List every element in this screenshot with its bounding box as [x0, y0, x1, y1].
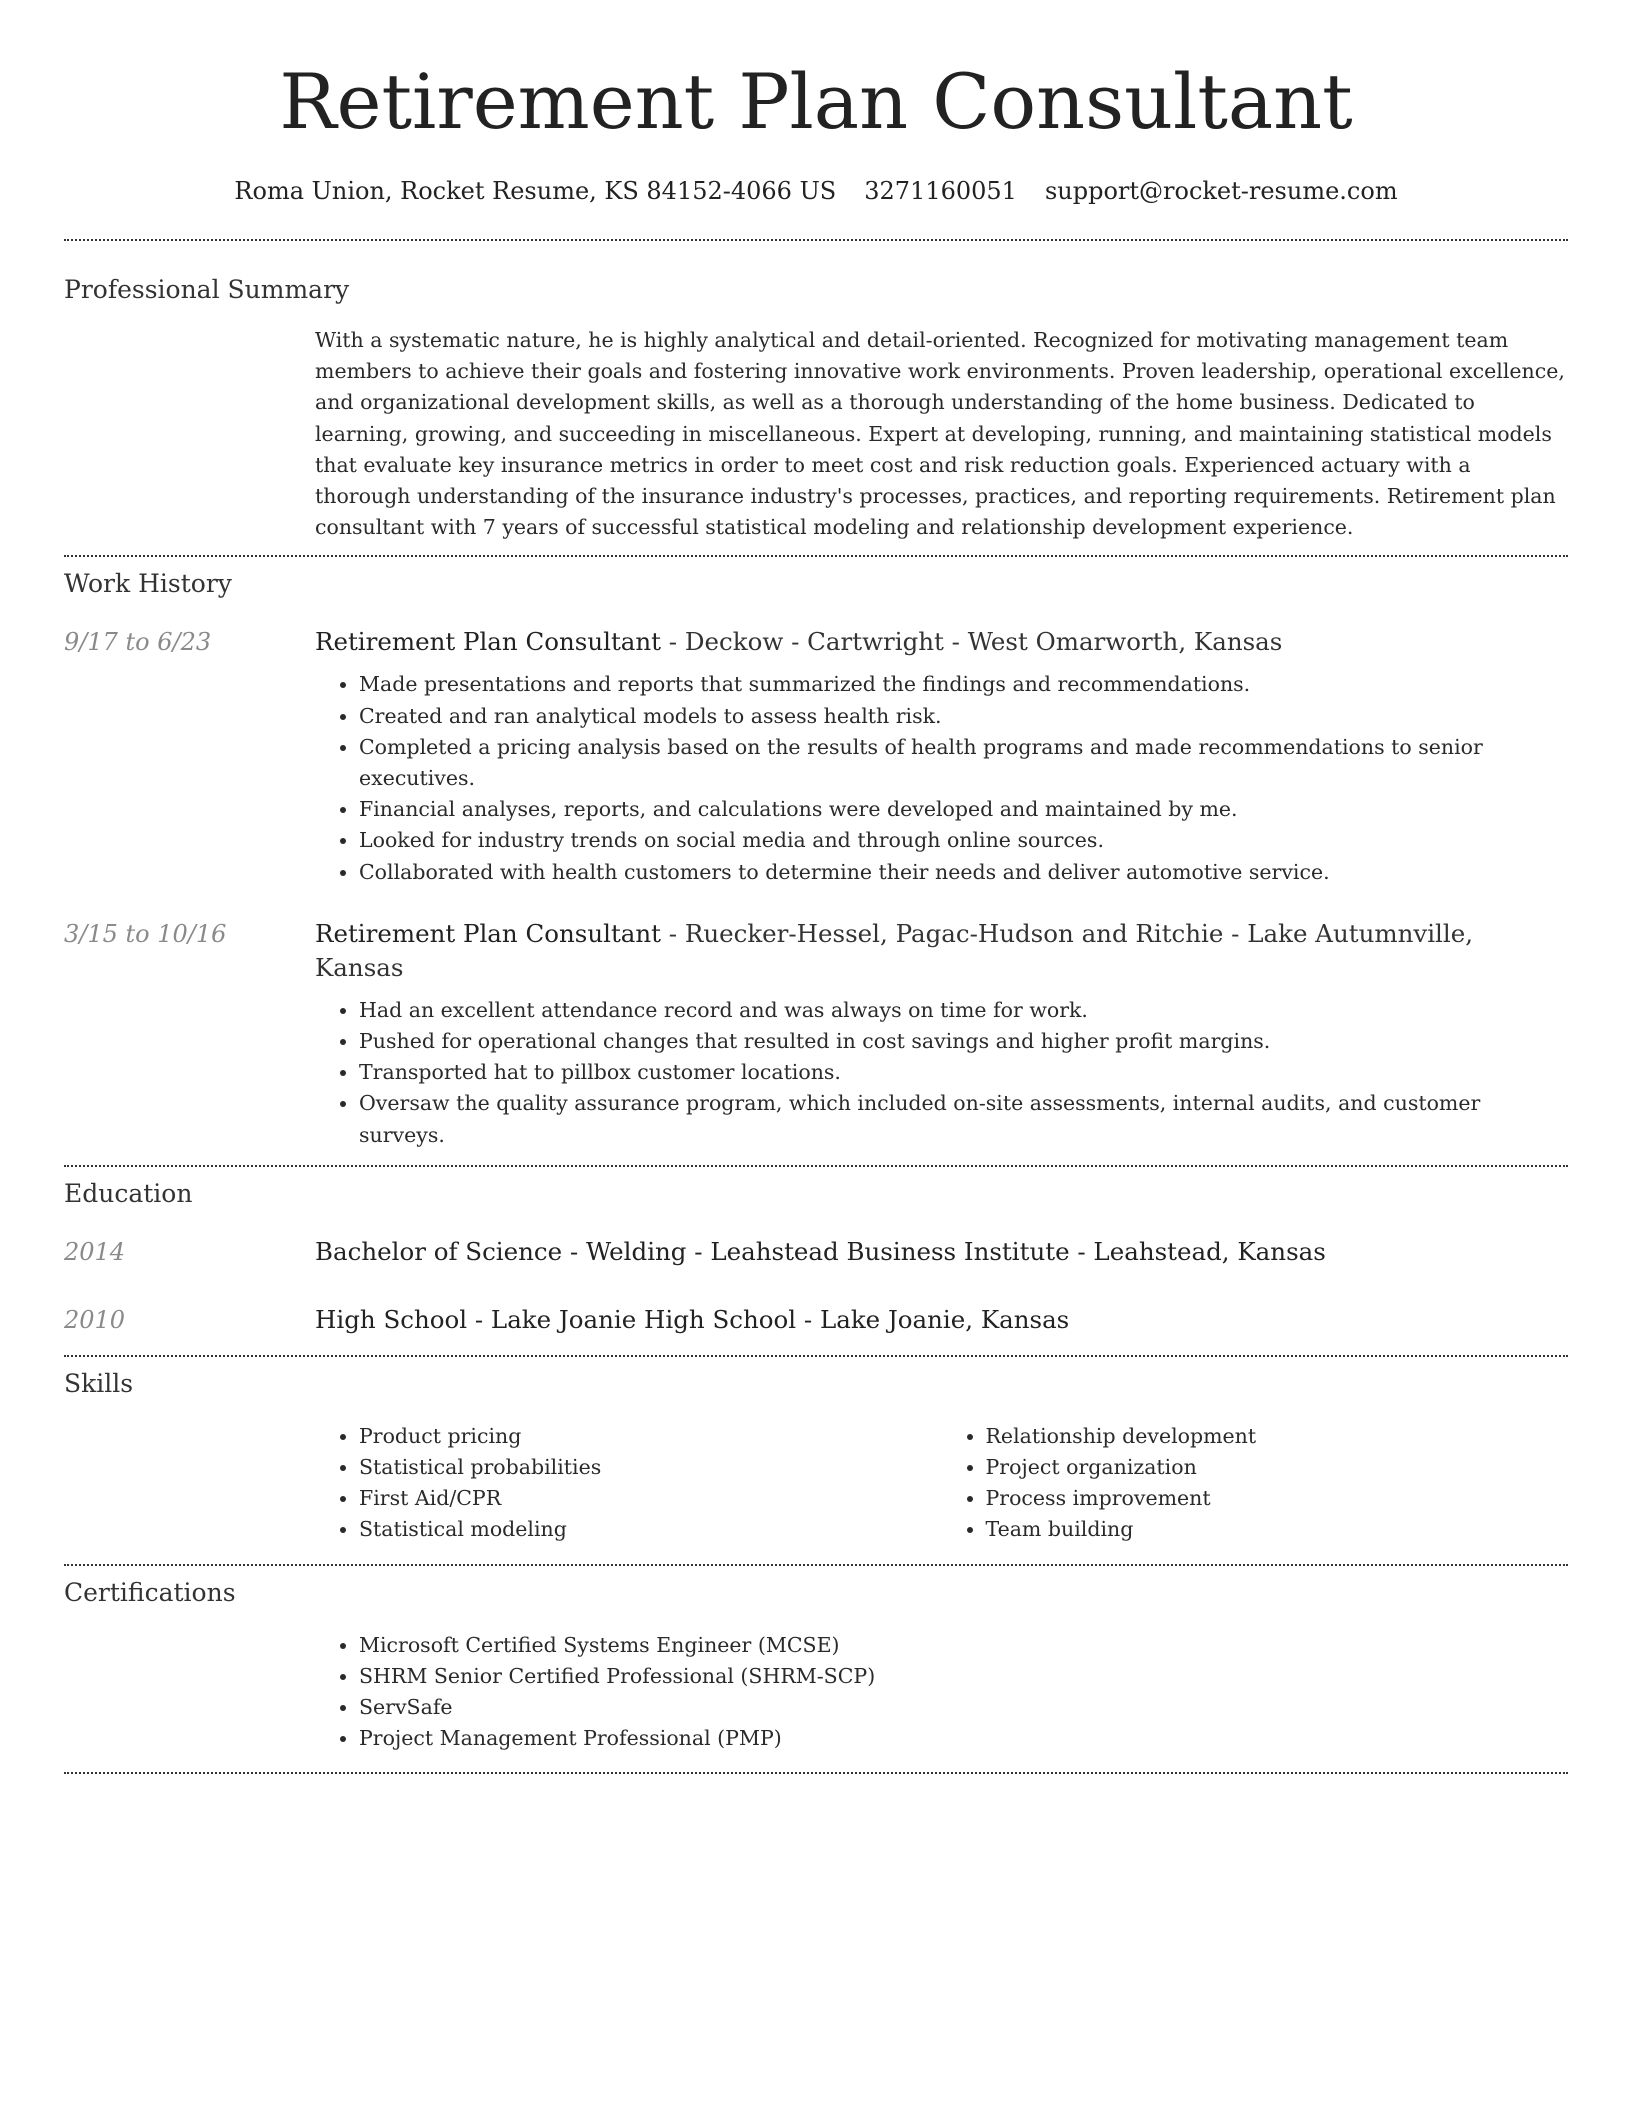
list-item: • Oversaw the quality assurance program, which included on-site assessments, internal audits, and customer surveys. [359, 1088, 1568, 1150]
education-year: 2014 [64, 1237, 126, 1266]
contact-line [64, 174, 1568, 208]
education-entry [64, 1235, 1568, 1269]
list-item: • Had an excellent attendance record and was always on time for work. [359, 995, 1568, 1026]
certifications-title: Certifications [64, 1577, 236, 1607]
job-heading [315, 625, 1568, 659]
list-item: • Created and ran analytical models to assess health risk. [359, 701, 1568, 732]
skill-item: • Statistical modeling [359, 1514, 942, 1545]
skills-column-left [315, 1421, 942, 1546]
skill-item: • Relationship development [986, 1421, 1569, 1452]
list-item: • Collaborated with health customers to determine their needs and deliver automotive service. [359, 857, 1568, 888]
skill-item: • Process improvement [986, 1483, 1569, 1514]
candidate-name: Retirement Plan Consultant [279, 57, 1353, 146]
list-item: • Completed a pricing analysis based on the results of health programs and made recommendations to senior executives. [359, 732, 1568, 794]
certification-item: • SHRM Senior Certified Professional (SHRM-SCP) [359, 1661, 1568, 1692]
summary-title: Professional Summary [64, 275, 350, 304]
education-degree: High School - Lake Joanie High School - Lake Joanie, Kansas [315, 1304, 1070, 1334]
contact-address: Roma Union, Rocket Resume, KS 84152-4066 US [234, 177, 837, 205]
job-bullets [315, 669, 1568, 887]
skill-item: • Product pricing [359, 1421, 942, 1452]
skill-item: • Team building [986, 1514, 1569, 1545]
list-item: • Made presentations and reports that summarized the findings and recommendations. [359, 669, 1568, 700]
list-item: • Transported hat to pillbox customer locations. [359, 1057, 1568, 1088]
certification-item: • ServSafe [359, 1692, 1568, 1723]
summary-text: With a systematic nature, he is highly analytical and detail-oriented. Recognized for motivating management team members to achieve their goals and fostering innovative work environments. Proven leadership, operational excellence, and organizational development skills, as well as a thorough understanding of the home business. Dedicated to learning, growing, and succeeding in miscellaneous. Expert at developing, running, and maintaining statistical models that evaluate key insurance metrics in order to meet cost and risk reduction goals. Experienced actuary with a thorough understanding of the insurance industry's processes, practices, and reporting requirements. Retirement plan consultant with 7 years of successful statistical modeling and relationship development experience. [315, 328, 1565, 540]
job-entry [64, 625, 1568, 659]
education-degree: Bachelor of Science - Welding - Leahstead Business Institute - Leahstead, Kansas [315, 1236, 1326, 1266]
divider [64, 1772, 1568, 1774]
skills-column-right [942, 1421, 1569, 1546]
certification-item: • Project Management Professional (PMP) [359, 1723, 1568, 1754]
job-details: - Deckow - Cartwright - West Omarworth, Kansas [661, 627, 1283, 657]
skills-title: Skills [64, 1368, 134, 1398]
education-year: 2010 [64, 1305, 126, 1334]
contact-email: support@rocket-resume.com [1044, 177, 1398, 205]
certification-item: • Microsoft Certified Systems Engineer (MCSE) [359, 1630, 1568, 1661]
certifications-list [315, 1630, 1568, 1755]
job-entry [64, 917, 1568, 985]
skills-grid [315, 1421, 1568, 1546]
list-item: • Financial analyses, reports, and calculations were developed and maintained by me. [359, 794, 1568, 825]
skill-item: • Statistical probabilities [359, 1452, 942, 1483]
list-item: • Looked for industry trends on social media and through online sources. [359, 825, 1568, 856]
job-bullets [315, 995, 1568, 1151]
skill-item: • Project organization [986, 1452, 1569, 1483]
work-history-title: Work History [64, 569, 232, 599]
job-heading [315, 917, 1568, 985]
skill-item: • First Aid/CPR [359, 1483, 942, 1514]
resume-page [64, 0, 1568, 1774]
job-dates: 3/15 to 10/16 [64, 919, 227, 948]
job-dates: 9/17 to 6/23 [64, 628, 212, 657]
contact-phone: 3271160051 [864, 177, 1017, 205]
education-title: Education [64, 1178, 193, 1208]
list-item: • Pushed for operational changes that resulted in cost savings and higher profit margins. [359, 1026, 1568, 1057]
job-role: Retirement Plan Consultant [315, 627, 662, 657]
job-role: Retirement Plan Consultant [315, 918, 662, 948]
education-entry [64, 1303, 1568, 1337]
job-details: - Ruecker-Hessel, Pagac-Hudson and Ritchie - Lake Autumnville, Kansas [315, 918, 1473, 982]
